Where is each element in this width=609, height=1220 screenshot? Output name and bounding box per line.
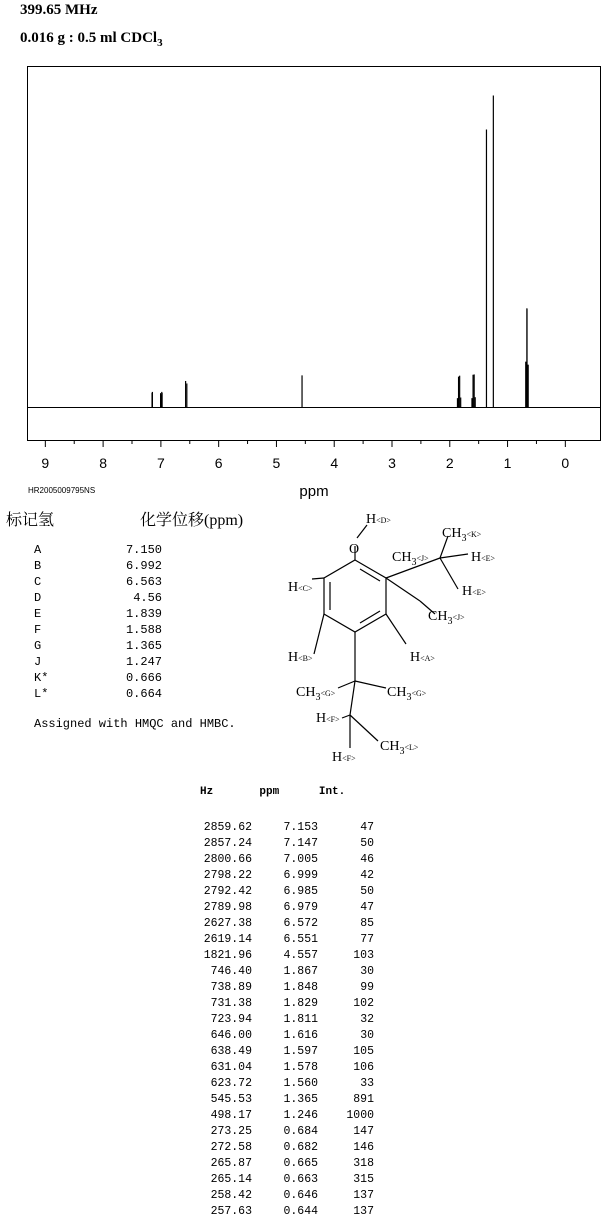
atom-HB: H<B> xyxy=(288,650,313,665)
peak-hz: 731.38 xyxy=(210,997,252,1010)
peak-ppm: 1.560 xyxy=(283,1077,318,1090)
assignment-label: K* xyxy=(34,671,49,685)
peak-ppm: 1.848 xyxy=(283,981,318,994)
peak-ppm: 1.578 xyxy=(283,1061,318,1074)
assignment-shift: 1.365 xyxy=(125,639,162,653)
peak-row xyxy=(180,1188,374,1204)
peak-int: 137 xyxy=(353,1189,374,1202)
peak-int: 30 xyxy=(360,1029,374,1042)
assignment-row xyxy=(34,606,162,622)
peak-row xyxy=(180,1172,374,1188)
sample-text: 0.016 g : 0.5 ml CDCl xyxy=(20,30,158,46)
peak-row xyxy=(180,1156,374,1172)
peak-hz: 631.04 xyxy=(210,1061,252,1074)
atom-HC: H<C> xyxy=(288,580,313,595)
peak-ppm: 0.644 xyxy=(283,1205,318,1218)
peak-row xyxy=(180,1076,374,1092)
peak-table-header xyxy=(200,786,345,798)
peak-int: 50 xyxy=(360,885,374,898)
assignment-label: G xyxy=(34,639,42,653)
assignment-row xyxy=(34,590,162,606)
peak-ppm: 7.153 xyxy=(283,821,318,834)
peak-hz: 2798.22 xyxy=(203,869,252,882)
assignment-header-shift: 化学位移(ppm) xyxy=(140,512,244,529)
peak-ppm: 4.557 xyxy=(283,949,318,962)
assignment-row xyxy=(34,558,162,574)
assignment-shift: 0.666 xyxy=(125,671,162,685)
peak-hz: 265.87 xyxy=(210,1157,252,1170)
assignment-row xyxy=(34,622,162,638)
peak-ppm: 6.999 xyxy=(283,869,318,882)
assignment-row xyxy=(34,670,162,686)
peak-int: 50 xyxy=(360,837,374,850)
peak-row xyxy=(180,884,374,900)
assignment-label: B xyxy=(34,559,42,573)
peak-int: 315 xyxy=(353,1173,374,1186)
x-tick-label: 3 xyxy=(388,455,396,471)
peak-int: 102 xyxy=(353,997,374,1010)
x-tick-label: 4 xyxy=(330,455,339,471)
x-tick-label: 7 xyxy=(156,455,165,471)
peak-hz: 646.00 xyxy=(210,1029,252,1042)
x-tick-label: 0 xyxy=(561,455,570,471)
atom-CH3J1: $CH_3^{<J>}$ xyxy=(392,550,429,568)
peak-int: 147 xyxy=(353,1125,374,1138)
peak-hz: 2857.24 xyxy=(203,837,252,850)
peak-row xyxy=(180,868,374,884)
peak-row xyxy=(180,836,374,852)
assignment-label: E xyxy=(34,607,42,621)
peak-ppm: 6.572 xyxy=(283,917,318,930)
atom-CH3J2: $CH_3^{<J>}$ xyxy=(428,609,465,627)
peak-ppm: 7.005 xyxy=(283,853,318,866)
peak-int: 46 xyxy=(360,853,374,866)
peak-ppm: 0.646 xyxy=(283,1189,318,1202)
header-ppm: ppm xyxy=(259,786,280,798)
peak-row xyxy=(180,916,374,932)
peak-ppm: 1.867 xyxy=(283,965,318,978)
peak-row xyxy=(180,820,374,836)
peak-int: 30 xyxy=(360,965,374,978)
assignment-shift: 4.56 xyxy=(133,591,162,605)
peak-hz: 638.49 xyxy=(210,1045,252,1058)
peak-row xyxy=(180,1028,374,1044)
header-hz: Hz xyxy=(200,786,214,798)
peak-hz: 723.94 xyxy=(210,1013,252,1026)
molecule-structure xyxy=(270,505,570,770)
peak-ppm: 7.147 xyxy=(283,837,318,850)
peak-lines xyxy=(152,96,528,408)
peak-ppm: 1.616 xyxy=(283,1029,318,1042)
atom-HF2: H<F> xyxy=(332,750,356,765)
x-tick-label: 5 xyxy=(272,455,281,471)
peak-ppm: 1.829 xyxy=(283,997,318,1010)
peak-hz: 738.89 xyxy=(210,981,252,994)
peak-hz: 2627.38 xyxy=(203,917,252,930)
peak-row xyxy=(180,1140,374,1156)
peak-hz: 1821.96 xyxy=(203,949,252,962)
peak-int: 85 xyxy=(360,917,374,930)
peak-ppm: 6.551 xyxy=(283,933,318,946)
peak-ppm: 0.684 xyxy=(283,1125,318,1138)
assignment-row xyxy=(34,654,162,670)
peak-hz: 272.58 xyxy=(210,1141,252,1154)
assignment-shift: 7.150 xyxy=(125,543,162,557)
atom-HD: H<D> xyxy=(366,512,391,527)
peak-row xyxy=(180,1124,374,1140)
peak-int: 103 xyxy=(353,949,374,962)
peak-int: 33 xyxy=(360,1077,374,1090)
peak-int: 318 xyxy=(353,1157,374,1170)
peak-hz: 498.17 xyxy=(210,1109,252,1122)
x-tick-label: 2 xyxy=(445,455,454,471)
peak-hz: 265.14 xyxy=(210,1173,252,1186)
assignment-label: F xyxy=(34,623,42,637)
plot-frame xyxy=(28,67,601,441)
x-tick-label: 1 xyxy=(503,455,512,471)
nmr-spectrum-chart xyxy=(0,0,609,500)
peak-ppm: 1.597 xyxy=(283,1045,318,1058)
peak-row xyxy=(180,948,374,964)
assignment-label: C xyxy=(34,575,42,589)
assignment-label: J xyxy=(34,655,42,669)
assignment-row xyxy=(34,638,162,654)
spectrometer-frequency: 399.65 MHz xyxy=(20,2,98,18)
assignment-note: Assigned with HMQC and HMBC. xyxy=(34,717,236,731)
sample-id: HR2005009795NS xyxy=(28,486,96,495)
peak-hz: 273.25 xyxy=(210,1125,252,1138)
atom-CH3G2: $CH_3^{<G>}$ xyxy=(387,685,427,703)
peak-ppm: 6.985 xyxy=(283,885,318,898)
peak-hz: 2792.42 xyxy=(203,885,252,898)
peak-ppm: 6.979 xyxy=(283,901,318,914)
assignment-header-label: 标记氢 xyxy=(6,512,55,529)
peak-row xyxy=(180,964,374,980)
peak-int: 105 xyxy=(353,1045,374,1058)
assignment-shift: 6.563 xyxy=(125,575,162,589)
peak-hz: 257.63 xyxy=(210,1205,252,1218)
atom-HA: H<A> xyxy=(410,650,435,665)
peak-hz: 623.72 xyxy=(210,1077,252,1090)
peak-int: 77 xyxy=(360,933,374,946)
assignment-label: L* xyxy=(34,687,49,701)
peak-ppm: 0.682 xyxy=(283,1141,318,1154)
x-tick-label: 8 xyxy=(99,455,108,471)
peak-int: 106 xyxy=(353,1061,374,1074)
atom-O: O xyxy=(349,542,360,557)
sample-subscript: 3 xyxy=(157,37,163,49)
peak-int: 99 xyxy=(360,981,374,994)
atom-HE1: H<E> xyxy=(471,550,496,565)
peak-ppm: 1.811 xyxy=(283,1013,318,1026)
assignment-label: D xyxy=(34,591,42,605)
peak-table xyxy=(180,820,374,1220)
peak-hz: 746.40 xyxy=(210,965,252,978)
peak-row xyxy=(180,900,374,916)
assignment-shift: 0.664 xyxy=(125,687,162,701)
header-int: Int. xyxy=(318,786,346,798)
peak-int: 32 xyxy=(360,1013,374,1026)
peak-hz: 2619.14 xyxy=(203,933,252,946)
peak-hz: 545.53 xyxy=(210,1093,252,1106)
assignment-shift: 1.588 xyxy=(125,623,162,637)
peak-int: 42 xyxy=(360,869,374,882)
peak-row xyxy=(180,1060,374,1076)
peak-ppm: 0.663 xyxy=(283,1173,318,1186)
peak-row xyxy=(180,980,374,996)
atom-HE2: H<E> xyxy=(462,584,487,599)
peak-hz: 258.42 xyxy=(210,1189,252,1202)
peak-int: 47 xyxy=(360,821,374,834)
peak-ppm: 1.365 xyxy=(283,1093,318,1106)
peak-row xyxy=(180,852,374,868)
assignment-row xyxy=(34,574,162,590)
x-tick-label: 9 xyxy=(41,455,50,471)
peak-row xyxy=(180,932,374,948)
peak-row xyxy=(180,1108,374,1124)
peak-int: 891 xyxy=(353,1093,374,1106)
peak-row xyxy=(180,1044,374,1060)
x-axis-ticks xyxy=(41,441,569,472)
peak-ppm: 0.665 xyxy=(283,1157,318,1170)
peak-hz: 2789.98 xyxy=(203,901,252,914)
assignment-row xyxy=(34,542,162,558)
peak-row xyxy=(180,1204,374,1220)
peak-hz: 2859.62 xyxy=(203,821,252,834)
peak-int: 1000 xyxy=(346,1109,374,1122)
assignment-shift: 1.839 xyxy=(125,607,162,621)
x-tick-label: 6 xyxy=(214,455,223,471)
peak-int: 146 xyxy=(353,1141,374,1154)
peak-int: 47 xyxy=(360,901,374,914)
atom-CH3L: $CH_3^{<L>}$ xyxy=(380,739,419,757)
assignment-shift: 1.247 xyxy=(125,655,162,669)
peak-hz: 2800.66 xyxy=(203,853,252,866)
peak-row xyxy=(180,1092,374,1108)
atom-CH3K: $CH_3^{<K>}$ xyxy=(442,526,482,544)
peak-int: 137 xyxy=(353,1205,374,1218)
assignment-shift: 6.992 xyxy=(125,559,162,573)
atom-CH3G1: $CH_3^{<G>}$ xyxy=(296,685,336,703)
assignment-row xyxy=(34,686,162,702)
assignment-table xyxy=(34,542,162,702)
atom-HF1: H<F> xyxy=(316,711,340,726)
assignment-label: A xyxy=(34,543,42,557)
peak-ppm: 1.246 xyxy=(283,1109,318,1122)
x-axis-label: ppm xyxy=(299,483,329,500)
peak-row xyxy=(180,996,374,1012)
peak-row xyxy=(180,1012,374,1028)
